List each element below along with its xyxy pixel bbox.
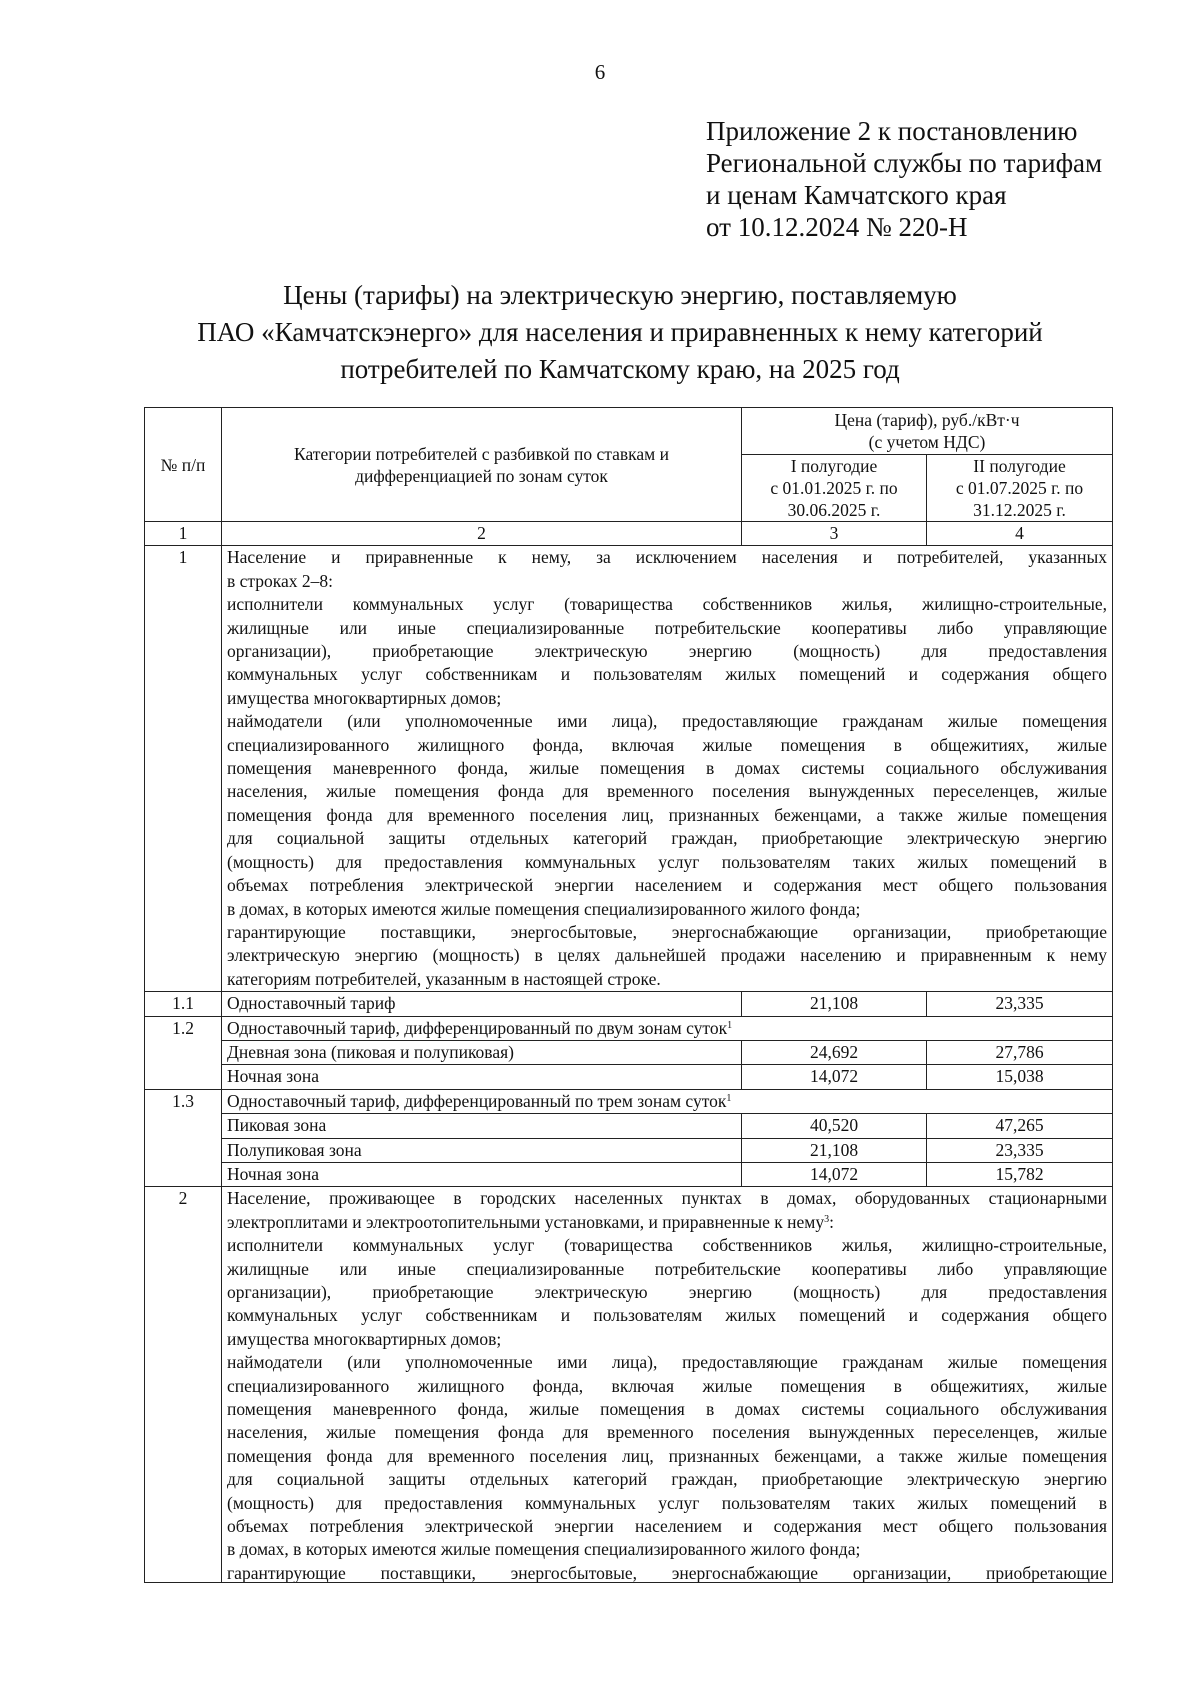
annex-line: от 10.12.2024 № 220-Н [706,212,968,242]
description-line: специализированного жилищного фонда, включая жилые помещения в общежитиях, жилые [227,734,1108,755]
value-second-half: 47,265 [927,1114,1113,1138]
description-line: в домах, в которых имеются жилые помещения специализированного жилого фонда; [227,898,861,919]
footnote-ref: 1 [726,1092,732,1104]
tariff-row [145,1065,1113,1089]
row-number: 1.3 [145,1089,222,1187]
column-number: 2 [222,522,742,546]
description-line: наймодатели (или уполномоченные ими лица), предоставляющие гражданам жилые помещения [227,1352,1108,1373]
tariff-label [222,1089,1113,1113]
description-line: специализированного жилищного фонда, включая жилые помещения в общежитиях, жилые [227,1375,1108,1396]
description-line: имущества многоквартирных домов; [227,1328,502,1349]
description-line: исполнители коммунальных услуг (товарищества собственников жилья, жилищно-строительные, [227,594,1108,615]
document-title [120,277,1120,388]
row-number: 1.2 [145,1016,222,1089]
value-first-half: 21,108 [742,1138,927,1162]
value-first-half: 21,108 [742,992,927,1016]
header-price [742,408,1113,455]
value-first-half: 14,072 [742,1162,927,1186]
description-line [227,1211,1107,1234]
footnote-ref: 1 [727,1019,733,1031]
zone-label: Ночная зона [222,1065,742,1089]
tariff-label-text: Одноставочный тариф, дифференцированный по трем зонам суток [227,1090,727,1111]
description-line: помещения маневренного фонда, жилые помещения в домах системы социального обслуживания [227,1399,1108,1420]
description-text: : [829,1211,834,1232]
row-number: 1.1 [145,992,222,1016]
column-number: 3 [742,522,927,546]
description-line: Население, проживающее в городских населенных пунктах в домах, оборудованных стационарными [227,1188,1108,1209]
header-num: № п/п [145,408,222,522]
description-line: электрическую энергию (мощность) в целях дальнейшей продажи населению и приравненным к нему [227,945,1108,966]
header-price-line: (с учетом НДС) [868,432,986,452]
value-first-half: 14,072 [742,1065,927,1089]
tariff-row [145,1040,1113,1064]
group-description [222,1187,1113,1583]
tariff-label: Одноставочный тариф [222,992,742,1016]
header-first-half-line: 30.06.2025 г. [787,500,881,520]
description-line: для социальной защиты отдельных категорий граждан, приобретающие электрическую энергию [227,828,1108,849]
header-second-half [927,455,1113,522]
page-number: 6 [594,60,606,84]
tariff-table [144,407,1113,1583]
header-second-half-line: с 01.07.2025 г. по [955,478,1084,498]
value-second-half: 15,782 [927,1162,1113,1186]
description-line: наймодатели (или уполномоченные ими лица), предоставляющие гражданам жилые помещения [227,711,1108,732]
value-second-half: 23,335 [927,992,1113,1016]
description-line: организации), приобретающие электрическую энергию (мощность) для предоставления [227,1282,1108,1302]
tariff-row [145,1162,1113,1186]
description-line: имущества многоквартирных домов; [227,687,502,708]
value-second-half: 23,335 [927,1138,1113,1162]
header-first-half [742,455,927,522]
header-category-line: Категории потребителей с разбивкой по ставкам и [294,443,669,464]
description-line: организации), приобретающие электрическую энергию (мощность) для предоставления [227,641,1108,662]
description-line: объемах потребления электрической энергии населением и содержания мест общего пользования [227,1516,1108,1537]
header-second-half-line: II полугодие [973,456,1066,476]
value-second-half: 27,786 [927,1040,1113,1064]
header-price-line: Цена (тариф), руб./кВт·ч [834,410,1020,430]
value-first-half: 40,520 [742,1114,927,1138]
description-line: в строках 2–8: [227,570,334,591]
annex-line: и ценам Камчатского края [706,180,1007,210]
description-line: объемах потребления электрической энергии населением и содержания мест общего пользования [227,875,1108,896]
title-line: ПАО «Камчатскэнерго» для населения и приравненных к нему категорий [197,317,1043,347]
tariff-row [145,992,1113,1016]
zone-label: Пиковая зона [222,1114,742,1138]
description-line-cut: гарантирующие поставщики, энергосбытовые, энергоснабжающие организации, приобретающие [227,1562,1108,1582]
column-numbers-row [145,522,1113,546]
description-line: населения, жилые помещения фонда для временного поселения вынужденных переселенцев, жилые [227,1422,1108,1443]
group-row [145,1187,1113,1583]
description-line: помещения фонда для временного поселения лиц, признанных беженцами, а также жилые помещения [227,804,1108,825]
group-row [145,546,1113,992]
description-line: Население и приравненные к нему, за исключением населения и потребителей, указанных [227,547,1108,568]
annex-block [706,115,1102,243]
header-first-half-line: с 01.01.2025 г. по [770,478,898,498]
header-second-half-line: 31.12.2025 г. [973,500,1066,520]
tariff-label-text: Одноставочный тариф, дифференцированный по двум зонам суток [227,1017,728,1038]
row-number: 2 [145,1187,222,1583]
description-text: электроплитами и электроотопительными установками, и приравненные к нему [227,1211,825,1232]
annex-line: Приложение 2 к постановлению [706,116,1078,146]
zone-label: Ночная зона [222,1162,742,1186]
footnote-ref: 3 [824,1213,830,1225]
tariff-row [145,1114,1113,1138]
description-line: гарантирующие поставщики, энергосбытовые, энергоснабжающие организации, приобретающие [227,921,1108,942]
description-line: коммунальных услуг собственникам и пользователям жилых помещений и содержания общего [227,1305,1108,1326]
description-line: жилищные или иные специализированные потребительские кооперативы либо управляющие [227,617,1108,638]
tariff-row [145,1138,1113,1162]
column-number: 4 [927,522,1113,546]
description-line: (мощность) для предоставления коммунальных услуг пользователям таких жилых помещений в [227,851,1108,872]
description-line: помещения фонда для временного поселения лиц, признанных беженцами, а также жилые помещения [227,1445,1108,1466]
description-line: категориям потребителей, указанным в настоящей строке. [227,968,661,989]
description-line: населения, жилые помещения фонда для временного поселения вынужденных переселенцев, жилые [227,781,1108,802]
row-number: 1 [145,546,222,992]
description-line: (мощность) для предоставления коммунальных услуг пользователям таких жилых помещений в [227,1492,1108,1513]
tariff-row [145,1089,1113,1113]
title-line: Цены (тарифы) на электрическую энергию, поставляемую [283,280,957,310]
value-first-half: 24,692 [742,1040,927,1064]
value-second-half: 15,038 [927,1065,1113,1089]
description-line: жилищные или иные специализированные потребительские кооперативы либо управляющие [227,1258,1108,1279]
header-row [145,408,1113,455]
column-number: 1 [145,522,222,546]
zone-label: Полупиковая зона [222,1138,742,1162]
title-line: потребителей по Камчатскому краю, на 2025 год [340,354,900,384]
header-first-half-line: I полугодие [790,456,878,476]
annex-line: Региональной службы по тарифам [706,148,1103,178]
group-description [222,546,1113,992]
tariff-row [145,1016,1113,1040]
description-line: коммунальных услуг собственникам и пользователям жилых помещений и содержания общего [227,664,1108,685]
description-line: для социальной защиты отдельных категорий граждан, приобретающие электрическую энергию [227,1469,1108,1490]
description-line: в домах, в которых имеются жилые помещения специализированного жилого фонда; [227,1539,861,1560]
header-category-line: дифференциацией по зонам суток [355,465,608,486]
tariff-label [222,1016,1113,1040]
zone-label: Дневная зона (пиковая и полупиковая) [222,1040,742,1064]
description-line: помещения маневренного фонда, жилые помещения в домах системы социального обслуживания [227,758,1108,779]
header-category [222,408,742,522]
description-line: исполнители коммунальных услуг (товарищества собственников жилья, жилищно-строительные, [227,1235,1108,1256]
